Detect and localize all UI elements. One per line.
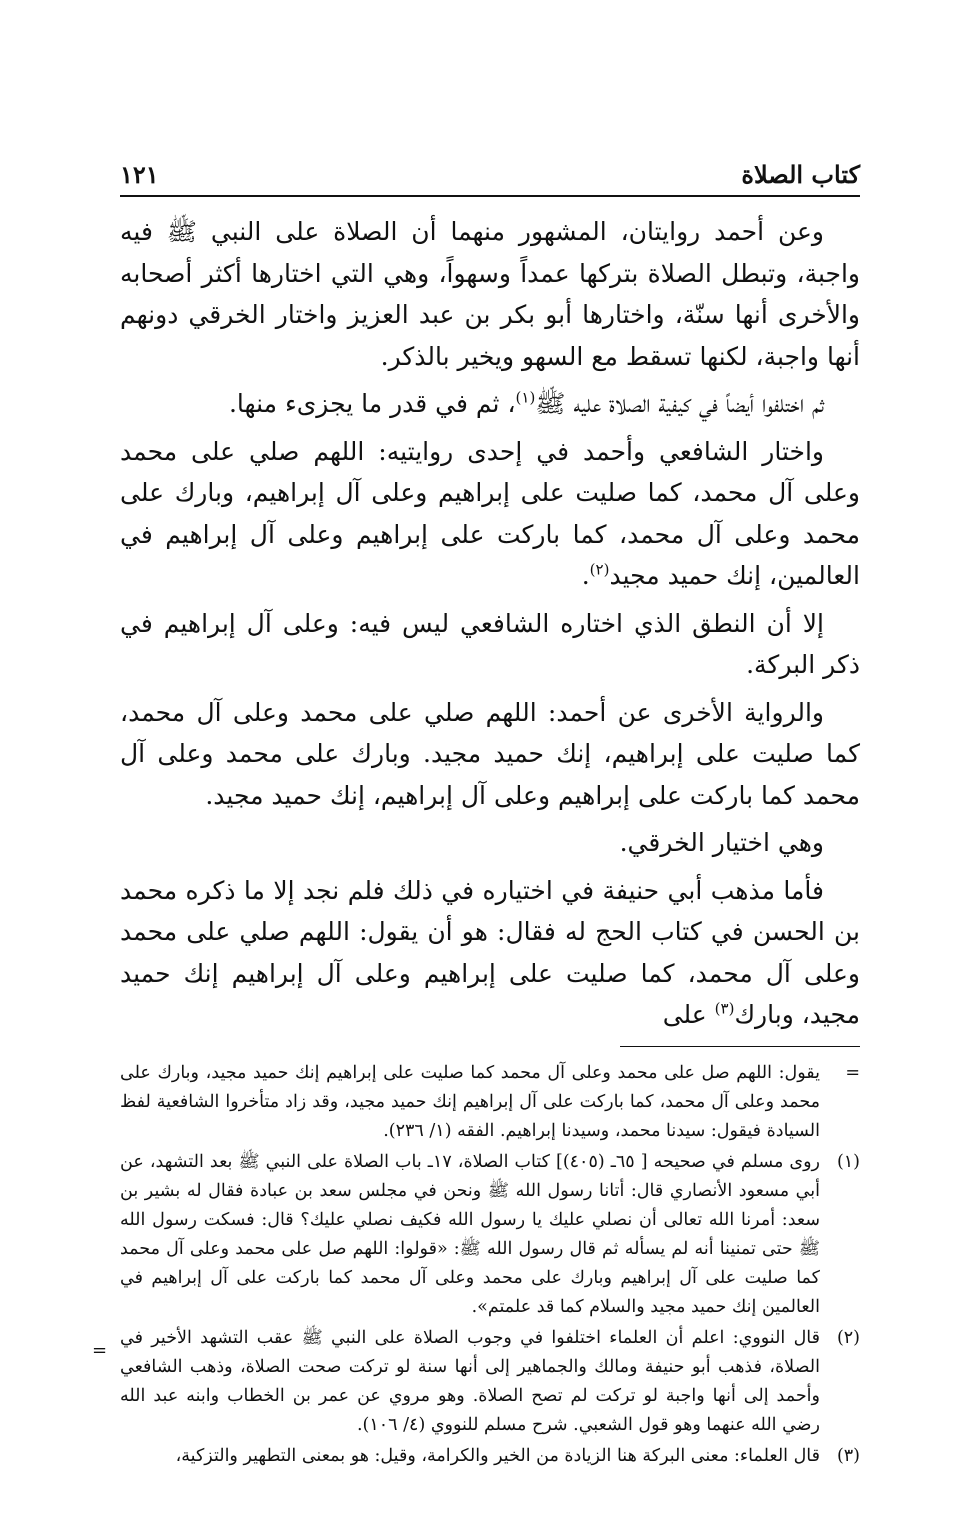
footnote-separator	[620, 1046, 860, 1047]
footnote-mark: (١)	[836, 1151, 860, 1172]
footnote-text: يقول: اللهم صل على محمد وعلى آل محمد كما صليت على إبراهيم إنك حميد مجيد، وبارك على محمد وعلى آل محمد، كما باركت على آل إبراهيم إنك حميد مجيد، وقد زاد متأخروا الشافعية لفظ السيادة فيقول: سيدنا محمد، وسيدنا إبراهيم. الفقه (١/ ٢٣٦).	[120, 1062, 820, 1141]
paragraph-text: ثم اختلفوا أيضاً في كيفية الصلاة عليه ﷺ	[535, 389, 824, 418]
paragraph: إلا أن النطق الذي اختاره الشافعي ليس فيه: وعلى آل إبراهيم في ذكر البركة.	[120, 608, 860, 679]
footnote	[120, 1324, 860, 1440]
paragraph: وهي اختيار الخرقي.	[619, 828, 824, 857]
paragraph-text: على	[662, 1000, 715, 1029]
page-number: ١٢١	[120, 160, 159, 189]
footnote	[120, 1059, 860, 1146]
chapter-title: كتاب الصلاة	[741, 160, 860, 189]
book-page	[120, 160, 860, 1473]
footnote-ref: (٢)	[589, 560, 610, 579]
continuation-mark: =	[92, 1340, 108, 1361]
paragraph	[120, 870, 860, 1036]
paragraph-text: واختار الشافعي وأحمد في إحدى روايتيه: اللهم صلي على محمد وعلى آل محمد، كما صليت على إبراهيم وعلى آل إبراهيم، وبارك على محمد وعلى آل محمد، كما باركت على إبراهيم وعلى آل إبراهيم في العالمين، إنك حميد مجيد	[120, 436, 860, 590]
footnote-mark: (٢)	[836, 1327, 860, 1348]
footnote	[120, 1442, 860, 1471]
footnote-mark: (٣)	[836, 1445, 860, 1466]
footnote-ref: (٣)	[714, 999, 735, 1018]
footnote-mark: =	[845, 1062, 860, 1083]
footnote-text: روى مسلم في صحيحه [ ٦٥ـ (٤٠٥)] كتاب الصلاة، ١٧ـ باب الصلاة على النبي ﷺ بعد التشهد، عن أبي مسعود الأنصاري قال: أتانا رسول الله ﷺ ونحن في مجلس سعد بن عبادة فقال له بشير بن سعد: أمرنا الله تعالى أن نصلي عليك يا رسول الله فكيف نصلي عليك؟ قال: فسكت رسول الله ﷺ حتى تمنينا أنه لم يسأله ثم قال رسول الله ﷺ: «قولوا: اللهم صل على محمد وعلى آل محمد كما صليت على آل إبراهيم وبارك على محمد وعلى آل محمد كما باركت على آل إبراهيم في العالمين إنك حميد مجيد والسلام كما قد علمتم».	[120, 1151, 820, 1317]
paragraph-text: .	[581, 561, 590, 590]
footnote	[120, 1148, 860, 1322]
footnote-ref: (١)	[515, 388, 536, 407]
paragraph: والرواية الأخرى عن أحمد: اللهم صلي على محمد وعلى آل محمد، كما صليت على إبراهيم، إنك حميد مجيد. وبارك على محمد وعلى آل محمد كما باركت على إبراهيم وعلى آل إبراهيم، إنك حميد مجيد.	[120, 697, 860, 810]
paragraph: وعن أحمد روايتان، المشهور منهما أن الصلاة على النبي ﷺ فيه واجبة، وتبطل الصلاة بتركها عمداً وسهواً، وهي التي اختارها أكثر أصحابه والأخرى أنها سنّة، واختارها أبو بكر بن عبد العزيز واختار الخرقي دونهم أنها واجبة، لكنها تسقط مع السهو ويخير بالذكر.	[120, 217, 860, 371]
footnotes	[120, 1059, 860, 1471]
footnote-text: قال العلماء: معنى البركة هنا الزيادة من الخير والكرامة، وقيل: هو بمعنى التطهير والتزكية،	[175, 1445, 820, 1466]
running-header	[120, 160, 860, 197]
footnote-text: قال النووي: اعلم أن العلماء اختلفوا في وجوب الصلاة على النبي ﷺ عقب التشهد الأخير في الصلاة، فذهب أبو حنيفة ومالك والجماهير إلى أنها سنة لو تركت صحت الصلاة، وذهب الشافعي وأحمد إلى أنها واجبة لو تركت لم تصح الصلاة. وهو مروي عن عمر بن الخطاب وابنه عبد الله رضي الله عنهما وهو قول الشعبي. شرح مسلم للنووي (٤/ ١٠٦).	[120, 1327, 820, 1435]
paragraph-text: ، ثم في قدر ما يجزىء منها.	[228, 389, 516, 418]
main-text	[120, 211, 860, 1036]
paragraph	[120, 431, 860, 597]
paragraph-text: فأما مذهب أبي حنيفة في اختياره في ذلك فلم نجد إلا ما ذكره محمد بن الحسن في كتاب الحج له فقال: هو أن يقول: اللهم صلي على محمد وعلى آل محمد، كما صليت على إبراهيم وعلى آل إبراهيم إنك حميد مجيد، وبارك	[120, 875, 860, 1029]
paragraph	[120, 383, 860, 425]
